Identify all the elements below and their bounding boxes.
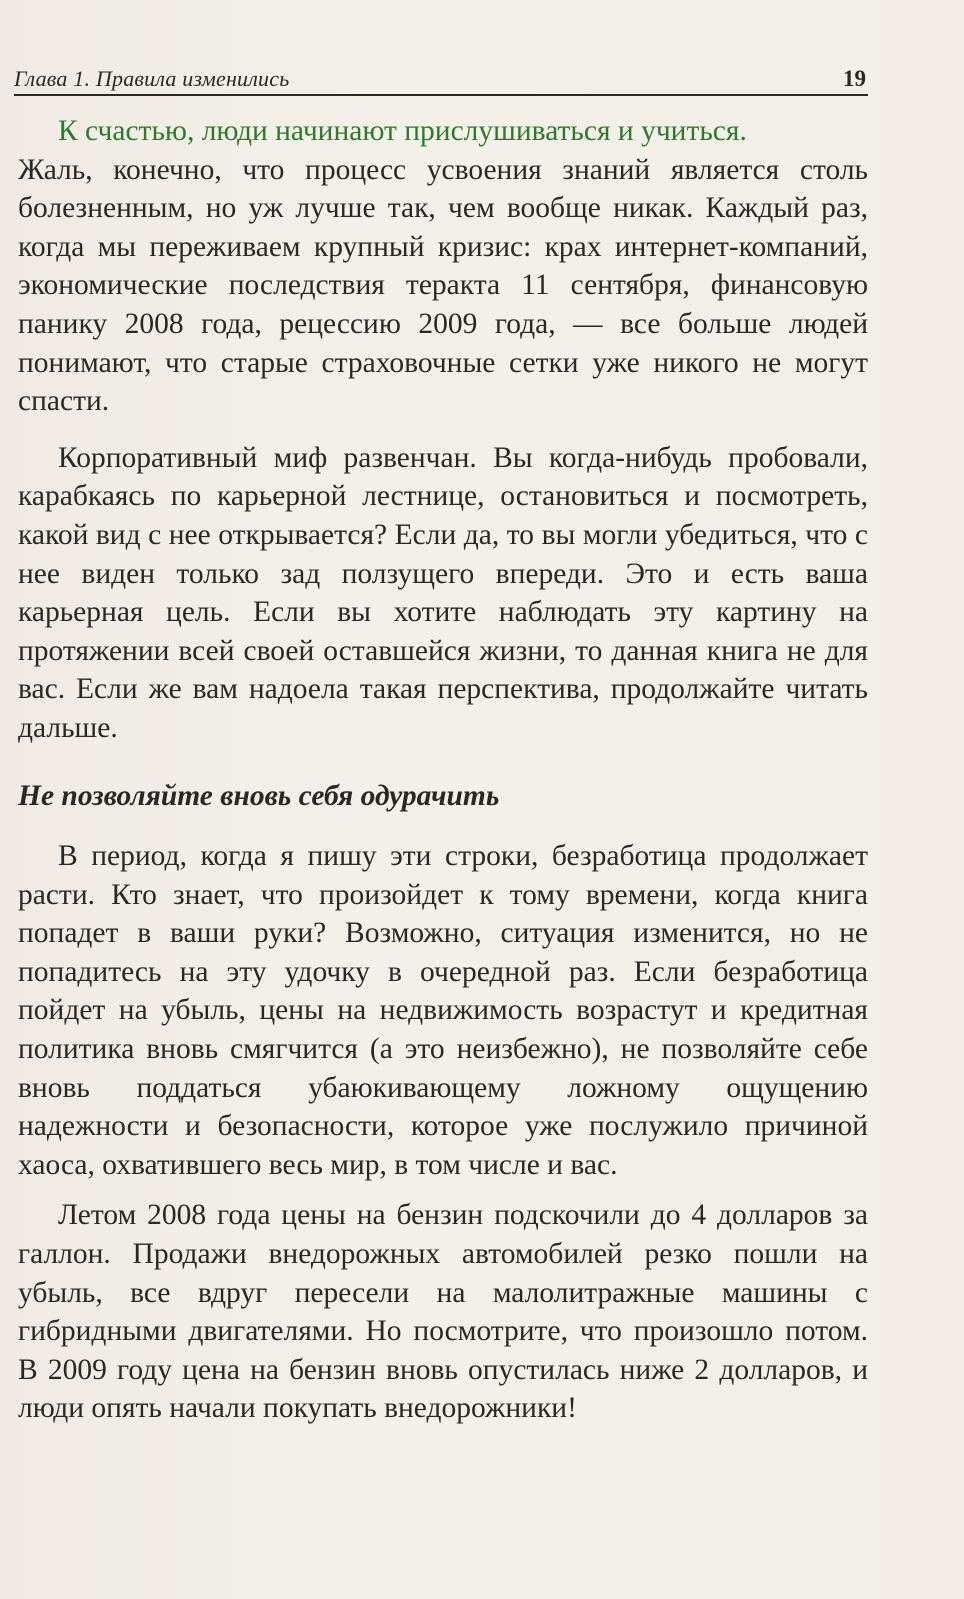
paragraph: Жаль, конечно, что процесс усвоения знаний является столь болезненным, но уж лучше так, чем вообще никак. Каждый раз, когда мы переживаем крупный кризис: крах интернет-компаний, экономические последствия теракта 11 сентября, финансовую панику 2008 года, рецессию 2009 года, — все больше людей понимают, что старые страховочные сетки уже никого не могут спасти. bbox=[18, 153, 868, 418]
page-body bbox=[18, 112, 868, 1428]
running-header bbox=[14, 62, 868, 96]
paragraph-highlighted: К счастью, люди начинают прислушиваться и учиться. bbox=[58, 115, 747, 147]
paragraph: Летом 2008 года цены на бензин подскочили до 4 долларов за галлон. Продажи внедорожных автомобилей резко пошли на убыль, все вдруг пересели на малолитражные машины с гибридными двигателями. Но посмотрите, что произошло потом. В 2009 году цена на бензин вновь опустилась ниже 2 долларов, и люди опять начали покупать внедорожники! bbox=[18, 1199, 868, 1425]
section-heading: Не позволяйте вновь себя одурачить bbox=[18, 779, 500, 812]
paragraph: В период, когда я пишу эти строки, безработица продолжает расти. Кто знает, что произойдет к тому времени, когда книга попадет в ваши руки? Возможно, ситуация изменится, но не попадитесь на эту удочку в очередной раз. Если безработица пойдет на убыль, цены на недвижимость возрастут и кредитная политика вновь смягчится (а это неизбежно), не позволяйте себе вновь поддаться убаюкивающему ложному ощущению надежности и безопасности, которое уже послужило причиной хаоса, охватившего весь мир, в том числе и вас. bbox=[18, 840, 868, 1181]
chapter-title: Глава 1. Правила изменились bbox=[14, 66, 290, 91]
paragraph: Корпоративный миф развенчан. Вы когда-нибудь пробовали, карабкаясь по карьерной лестнице, остановиться и посмотреть, какой вид с нее открывается? Если да, то вы могли убедиться, что с нее виден только зад ползущего впереди. Это и есть ваша карьерная цель. Если вы хотите наблюдать эту картину на протяжении всей своей оставшейся жизни, то данная книга не для вас. Если же вам надоела такая перспектива, продолжайте читать дальше. bbox=[18, 441, 868, 744]
page-number: 19 bbox=[843, 66, 866, 91]
